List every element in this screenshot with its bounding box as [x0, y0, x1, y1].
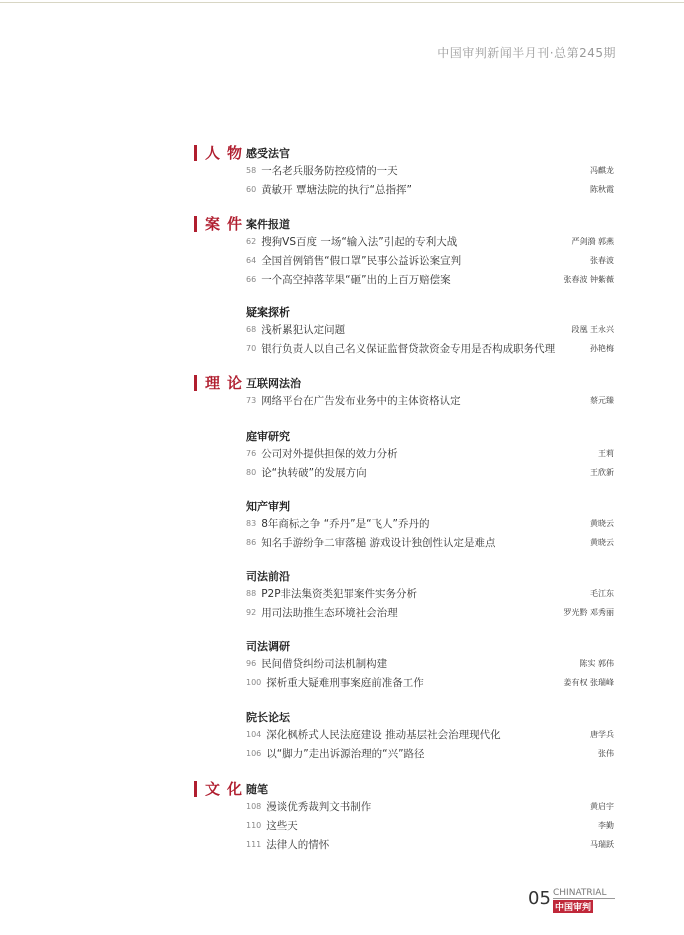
page-ref: 100: [246, 677, 262, 687]
article-title: 一个高空掉落苹果“砸”出的上百万赔偿案: [261, 273, 451, 286]
article-title: 银行负责人以自己名义保证监督贷款资金专用是否构成职务代理: [261, 342, 556, 355]
article-author: 毛江东: [590, 588, 614, 598]
page-ref: 80: [246, 467, 257, 477]
article-title: 漫谈优秀裁判文书制作: [266, 800, 372, 813]
article-title: 知名手游纷争二审落槌 游戏设计独创性认定是难点: [261, 536, 496, 549]
toc-entry[interactable]: [246, 233, 614, 249]
article-title: 这些天: [266, 819, 298, 832]
page-ref: 73: [246, 395, 257, 405]
article-title: 一名老兵服务防控疫情的一天: [261, 164, 398, 177]
article-title: 黄敏开 覃塘法院的执行“总指挥”: [261, 183, 412, 196]
category-label: 人物: [194, 145, 249, 161]
article-author: 严剑漪 郭燕: [571, 236, 614, 246]
page-ref: 83: [246, 518, 257, 528]
article-author: 陈实 郭伟: [579, 658, 614, 668]
toc-entry[interactable]: [246, 321, 614, 337]
toc-entry[interactable]: [246, 534, 614, 550]
article-author: 张春波 钟紫薇: [563, 274, 614, 284]
page-ref: 92: [246, 607, 257, 617]
category-label: 文化: [194, 781, 249, 797]
toc-entry[interactable]: [246, 515, 614, 531]
brand-logo-cn: 中国审判: [553, 900, 593, 913]
page-ref: 88: [246, 588, 257, 598]
toc-entry[interactable]: [246, 674, 614, 690]
section-title: 知产审判: [246, 500, 290, 513]
toc-entry[interactable]: [246, 162, 614, 178]
article-title: 以“脚力”走出诉源治理的“兴”路径: [266, 747, 425, 760]
article-author: 蔡元臻: [590, 395, 614, 405]
section-title: 随笔: [246, 783, 268, 796]
section-title: 司法前沿: [246, 570, 290, 583]
article-title: 民间借贷纠纷司法机制构建: [261, 657, 388, 670]
article-author: 黄启宇: [590, 801, 614, 811]
page-ref: 96: [246, 658, 257, 668]
article-author: 姜有权 张瑞峰: [563, 677, 614, 687]
toc-entry[interactable]: [246, 340, 614, 356]
page-ref: 104: [246, 729, 262, 739]
article-author: 黄晓云: [590, 518, 614, 528]
page-ref: 70: [246, 343, 257, 353]
article-title: 全国首例销售“假口罩”民事公益诉讼案宣判: [261, 254, 462, 267]
toc-entry[interactable]: [246, 836, 614, 852]
article-author: 冯麒龙: [590, 165, 614, 175]
page-number: 05: [528, 888, 551, 909]
section-title: 司法调研: [246, 640, 290, 653]
article-author: 罗光黔 邓秀丽: [563, 607, 614, 617]
article-title: P2P非法集资类犯罪案件实务分析: [261, 587, 418, 600]
page-ref: 60: [246, 184, 257, 194]
section-title: 案件报道: [246, 218, 290, 231]
section-title: 互联网法治: [246, 377, 301, 390]
section-title: 院长论坛: [246, 711, 290, 724]
article-title: 网络平台在广告发布业务中的主体资格认定: [261, 394, 461, 407]
article-author: 唐学兵: [590, 729, 614, 739]
top-border: [0, 2, 684, 3]
article-title: 8年商标之争 “乔丹”是“飞人”乔丹的: [261, 517, 430, 530]
toc-entry[interactable]: [246, 604, 614, 620]
toc-entry[interactable]: [246, 585, 614, 601]
article-title: 浅析累犯认定问题: [261, 323, 346, 336]
issue-header: 中国审判新闻半月刊·总第245期: [437, 46, 616, 60]
article-author: 马瑞跃: [590, 839, 614, 849]
article-title: 探析重大疑难刑事案庭前准备工作: [266, 676, 424, 689]
article-author: 王莉: [598, 448, 614, 458]
article-author: 李勤: [598, 820, 614, 830]
toc-entry[interactable]: [246, 817, 614, 833]
page-ref: 66: [246, 274, 257, 284]
article-title: 搜狗VS百度 一场“输入法”引起的专利大战: [261, 235, 458, 248]
page-ref: 68: [246, 324, 257, 334]
page-ref: 64: [246, 255, 257, 265]
category-label: 理论: [194, 375, 249, 391]
brand-logo-en: CHINATRIAL: [553, 888, 615, 899]
toc-entry[interactable]: [246, 745, 614, 761]
article-title: 公司对外提供担保的效力分析: [261, 447, 398, 460]
article-title: 深化枫桥式人民法庭建设 推动基层社会治理现代化: [266, 728, 501, 741]
toc-entry[interactable]: [246, 181, 614, 197]
page-ref: 58: [246, 165, 257, 175]
article-author: 陈秋霞: [590, 184, 614, 194]
toc-entry[interactable]: [246, 392, 614, 408]
article-title: 用司法助推生态环境社会治理: [261, 606, 398, 619]
page-ref: 86: [246, 537, 257, 547]
article-title: 论“执转破”的发展方向: [261, 466, 367, 479]
article-author: 孙艳梅: [590, 343, 614, 353]
toc-entry[interactable]: [246, 655, 614, 671]
section-title: 庭审研究: [246, 430, 290, 443]
article-author: 王欣新: [590, 467, 614, 477]
article-author: 黄晓云: [590, 537, 614, 547]
article-author: 张伟: [598, 748, 614, 758]
page-ref: 76: [246, 448, 257, 458]
toc-entry[interactable]: [246, 464, 614, 480]
toc-entry[interactable]: [246, 726, 614, 742]
toc-entry[interactable]: [246, 445, 614, 461]
article-title: 法律人的情怀: [266, 838, 330, 851]
section-title: 疑案探析: [246, 306, 290, 319]
article-author: 段凰 王永兴: [571, 324, 614, 334]
section-title: 感受法官: [246, 147, 290, 160]
toc-entry[interactable]: [246, 252, 614, 268]
category-label: 案件: [194, 216, 249, 232]
page-ref: 62: [246, 236, 257, 246]
page-ref: 108: [246, 801, 262, 811]
toc-entry[interactable]: [246, 271, 614, 287]
page-ref: 111: [246, 839, 262, 849]
page-ref: 110: [246, 820, 262, 830]
article-author: 张春波: [590, 255, 614, 265]
page-ref: 106: [246, 748, 262, 758]
toc-entry[interactable]: [246, 798, 614, 814]
